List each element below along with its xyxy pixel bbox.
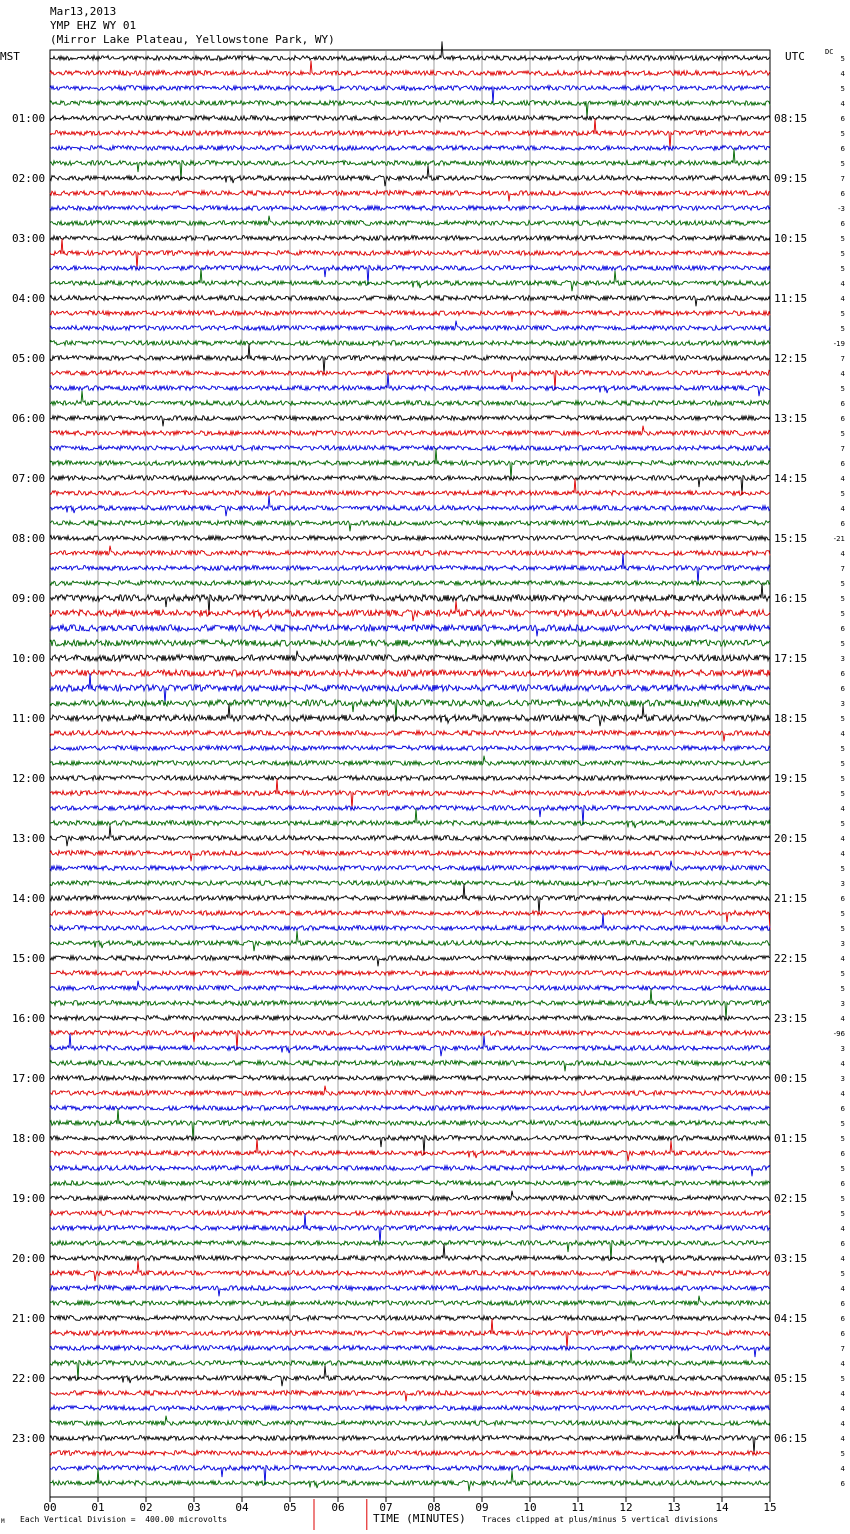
right-hour-label: 08:15: [774, 112, 808, 125]
dc-offset: 6: [840, 625, 845, 633]
chart-date: Mar13,2013: [50, 5, 117, 18]
dc-offset: 6: [840, 220, 845, 228]
trace-13: [50, 239, 770, 270]
dc-offset: 5: [840, 970, 845, 978]
dc-offset: 4: [840, 100, 845, 108]
trace-39: [50, 640, 770, 646]
dc-offset: 4: [840, 835, 845, 843]
x-tick-label: 13: [667, 1501, 681, 1514]
dc-offset: 4: [840, 1015, 845, 1023]
dc-offset: 5: [840, 640, 845, 648]
trace-58: [50, 914, 770, 931]
trace-34: [50, 554, 770, 585]
dc-offset: 5: [840, 1270, 845, 1278]
dc-offset: -19: [833, 340, 845, 348]
left-hour-label: 23:00: [12, 1432, 46, 1445]
dc-offset: 6: [840, 1300, 845, 1308]
trace-18: [50, 321, 770, 331]
left-timezone-label: MST: [0, 50, 20, 63]
dc-offset: 5: [840, 775, 845, 783]
dc-offset: 5: [840, 385, 845, 393]
dc-offset: 6: [840, 400, 845, 408]
scale-note: Each Vertical Division = 400.00 microvolts: [20, 1515, 228, 1524]
x-tick-label: 06: [331, 1501, 345, 1514]
trace-61: [50, 971, 770, 976]
dc-offset: 5: [840, 490, 845, 498]
dc-offset: 5: [840, 580, 845, 588]
dc-offset: 6: [840, 1105, 845, 1113]
dc-offset: 3: [840, 1045, 845, 1053]
dc-offset: 5: [840, 1375, 845, 1383]
trace-50: [50, 806, 770, 825]
trace-69: [50, 1086, 770, 1096]
dc-offset: 4: [840, 475, 845, 483]
right-hour-label: 01:15: [774, 1132, 808, 1145]
dc-offset: 5: [840, 610, 845, 618]
dc-offset: 7: [840, 565, 845, 573]
dc-offset: 5: [840, 430, 845, 438]
trace-70: [50, 1106, 770, 1111]
trace-77: [50, 1211, 770, 1216]
x-tick-label: 10: [523, 1501, 537, 1514]
trace-51: [50, 809, 770, 829]
dc-offset: 4: [840, 280, 845, 288]
trace-4: [50, 116, 770, 122]
dc-offset: 5: [840, 1450, 845, 1458]
x-tick-label: 15: [763, 1501, 777, 1514]
trace-53: [50, 851, 770, 862]
right-timezone-label: UTC: [785, 50, 805, 63]
trace-78: [50, 1214, 770, 1245]
right-hour-label: 20:15: [774, 832, 808, 845]
right-hour-label: 16:15: [774, 592, 808, 605]
trace-74: [50, 1166, 770, 1177]
trace-93: [50, 1451, 770, 1456]
trace-42: [50, 674, 770, 705]
left-hour-label: 06:00: [12, 412, 46, 425]
x-tick-label: 09: [475, 1501, 489, 1514]
dc-offset: 4: [840, 1360, 845, 1368]
clip-note: Traces clipped at plus/minus 5 vertical divisions: [482, 1515, 719, 1524]
trace-64: [50, 1016, 770, 1021]
trace-67: [50, 1061, 770, 1072]
trace-45: [50, 731, 770, 742]
dc-offset: 4: [840, 1465, 845, 1473]
dc-offset: 6: [840, 415, 845, 423]
trace-6: [50, 146, 770, 151]
dc-offset: 6: [840, 1150, 845, 1158]
trace-92: [50, 1424, 770, 1455]
trace-20: [50, 344, 770, 375]
trace-12: [50, 236, 770, 241]
right-hour-label: 11:15: [774, 292, 808, 305]
left-hour-label: 17:00: [12, 1072, 46, 1085]
dc-offset: 4: [840, 550, 845, 558]
left-hour-label: 22:00: [12, 1372, 46, 1385]
dc-offset: 4: [840, 1225, 845, 1233]
left-hour-label: 03:00: [12, 232, 46, 245]
dc-offset: 5: [840, 85, 845, 93]
trace-3: [50, 101, 770, 118]
right-hour-label: 14:15: [774, 472, 808, 485]
trace-25: [50, 426, 770, 436]
trace-84: [50, 1316, 770, 1321]
x-tick-label: 11: [571, 1501, 585, 1514]
trace-82: [50, 1286, 770, 1297]
dc-offset: 5: [840, 595, 845, 603]
x-tick-label: 14: [715, 1501, 729, 1514]
trace-16: [50, 296, 770, 307]
dc-offset: 6: [840, 895, 845, 903]
trace-10: [50, 206, 770, 211]
right-hour-label: 04:15: [774, 1312, 808, 1325]
trace-75: [50, 1181, 770, 1186]
trace-7: [50, 149, 770, 180]
dc-offset: 4: [840, 1390, 845, 1398]
trace-88: [50, 1366, 770, 1387]
left-hour-label: 08:00: [12, 532, 46, 545]
dc-offset: 5: [840, 715, 845, 723]
trace-17: [50, 311, 770, 316]
dc-offset: 5: [840, 160, 845, 168]
trace-0: [50, 41, 770, 60]
dc-offset: 7: [840, 445, 845, 453]
trace-26: [50, 446, 770, 451]
trace-37: [50, 601, 770, 622]
dc-offset: 6: [840, 1480, 845, 1488]
dc-offset: 4: [840, 295, 845, 303]
dc-offset: 4: [840, 1435, 845, 1443]
trace-44: [50, 704, 770, 727]
dc-offset: 4: [840, 1405, 845, 1413]
dc-offset: -3: [838, 205, 845, 213]
trace-1: [50, 61, 770, 76]
trace-29: [50, 479, 770, 496]
right-hour-label: 19:15: [774, 772, 808, 785]
dc-offset: 6: [840, 190, 845, 198]
right-hour-label: 22:15: [774, 952, 808, 965]
dc-offset: 4: [840, 730, 845, 738]
trace-11: [50, 216, 770, 226]
trace-24: [50, 416, 770, 427]
dc-offset: 4: [840, 955, 845, 963]
dc-offset: 5: [840, 130, 845, 138]
trace-68: [50, 1076, 770, 1081]
dc-offset: 3: [840, 655, 845, 663]
dc-offset: 5: [840, 250, 845, 258]
trace-19: [50, 341, 770, 346]
dc-offset: 4: [840, 805, 845, 813]
trace-55: [50, 881, 770, 886]
trace-30: [50, 496, 770, 517]
trace-95: [50, 1469, 770, 1492]
right-hour-label: 05:15: [774, 1372, 808, 1385]
trace-89: [50, 1391, 770, 1402]
x-tick-label: 07: [379, 1501, 393, 1514]
left-hour-label: 10:00: [12, 652, 46, 665]
dc-offset: 5: [840, 1120, 845, 1128]
dc-offset: 6: [840, 670, 845, 678]
dc-offset: 5: [840, 310, 845, 318]
trace-36: [50, 584, 770, 615]
right-hour-label: 15:15: [774, 532, 808, 545]
dc-offset: 3: [840, 1000, 845, 1008]
trace-59: [50, 931, 770, 952]
left-hour-label: 18:00: [12, 1132, 46, 1145]
dc-offset: 5: [840, 265, 845, 273]
right-hour-label: 12:15: [774, 352, 808, 365]
dc-offset: 5: [840, 910, 845, 918]
x-tick-label: 00: [43, 1501, 57, 1514]
dc-offset: 5: [840, 760, 845, 768]
trace-32: [50, 536, 770, 541]
trace-38: [50, 625, 770, 637]
dc-offset: 5: [840, 1195, 845, 1203]
trace-9: [50, 191, 770, 202]
trace-76: [50, 1191, 770, 1201]
trace-15: [50, 269, 770, 292]
right-hour-label: 02:15: [774, 1192, 808, 1205]
dc-offset: 3: [840, 1075, 845, 1083]
left-hour-label: 20:00: [12, 1252, 46, 1265]
left-hour-label: 09:00: [12, 592, 46, 605]
right-hour-label: 10:15: [774, 232, 808, 245]
dc-offset: 4: [840, 1255, 845, 1263]
dc-offset: 5: [840, 325, 845, 333]
dc-offset: 6: [840, 1330, 845, 1338]
trace-90: [50, 1406, 770, 1411]
trace-80: [50, 1244, 770, 1264]
left-hour-label: 21:00: [12, 1312, 46, 1325]
dc-offset: 6: [840, 685, 845, 693]
dc-offset: 6: [840, 1240, 845, 1248]
x-tick-label: 05: [283, 1501, 297, 1514]
left-hour-label: 01:00: [12, 112, 46, 125]
dc-label: DC: [825, 48, 834, 56]
trace-47: [50, 756, 770, 766]
chart-station: YMP EHZ WY 01: [50, 19, 137, 32]
trace-87: [50, 1349, 770, 1380]
trace-35: [50, 581, 770, 586]
trace-91: [50, 1416, 770, 1426]
right-hour-label: 17:15: [774, 652, 808, 665]
dc-offset: 4: [840, 850, 845, 858]
dc-offset: 7: [840, 175, 845, 183]
dc-offset: -21: [833, 535, 845, 543]
dc-offset: -96: [833, 1030, 845, 1038]
dc-offset: 4: [840, 1285, 845, 1293]
dc-offset: 5: [840, 790, 845, 798]
trace-46: [50, 746, 770, 751]
left-hour-label: 15:00: [12, 952, 46, 965]
trace-54: [50, 861, 770, 871]
dc-offset: 7: [840, 355, 845, 363]
trace-73: [50, 1139, 770, 1162]
right-hour-label: 06:15: [774, 1432, 808, 1445]
left-hour-label: 12:00: [12, 772, 46, 785]
dc-offset: 3: [840, 880, 845, 888]
x-tick-label: 04: [235, 1501, 249, 1514]
x-axis-label: TIME (MINUTES): [373, 1512, 466, 1525]
left-hour-label: 13:00: [12, 832, 46, 845]
right-hour-label: 00:15: [774, 1072, 808, 1085]
trace-85: [50, 1319, 770, 1350]
left-hour-label: 02:00: [12, 172, 46, 185]
dc-offset: 4: [840, 505, 845, 513]
trace-66: [50, 1034, 770, 1057]
trace-14: [50, 266, 770, 285]
dc-offset: 3: [840, 700, 845, 708]
trace-52: [50, 826, 770, 847]
x-tick-label: 08: [427, 1501, 441, 1514]
left-hour-label: 14:00: [12, 892, 46, 905]
dc-offset: 5: [840, 865, 845, 873]
trace-33: [50, 546, 770, 556]
trace-62: [50, 981, 770, 991]
dc-offset: 6: [840, 1315, 845, 1323]
x-tick-label: 01: [91, 1501, 105, 1514]
dc-offset: 4: [840, 70, 845, 78]
dc-offset: 6: [840, 1180, 845, 1188]
right-hour-label: 13:15: [774, 412, 808, 425]
right-hour-label: 03:15: [774, 1252, 808, 1265]
trace-8: [50, 166, 770, 187]
dc-offset: 5: [840, 745, 845, 753]
chart-location: (Mirror Lake Plateau, Yellowstone Park, WY): [50, 33, 335, 46]
dc-offset: 4: [840, 1090, 845, 1098]
left-hour-label: 19:00: [12, 1192, 46, 1205]
trace-86: [50, 1346, 770, 1358]
dc-offset: 4: [840, 1060, 845, 1068]
trace-63: [50, 989, 770, 1020]
dc-offset: 5: [840, 925, 845, 933]
dc-offset: 5: [840, 820, 845, 828]
dc-offset: 7: [840, 1345, 845, 1353]
dc-offset: 6: [840, 520, 845, 528]
right-hour-label: 09:15: [774, 172, 808, 185]
x-tick-label: 03: [187, 1501, 201, 1514]
trace-49: [50, 779, 770, 810]
trace-41: [50, 670, 770, 676]
dc-offset: 5: [840, 235, 845, 243]
trace-5: [50, 119, 770, 150]
dc-offset: 5: [840, 1135, 845, 1143]
trace-40: [50, 651, 770, 661]
left-hour-label: 04:00: [12, 292, 46, 305]
left-hour-label: 05:00: [12, 352, 46, 365]
right-hour-label: 18:15: [774, 712, 808, 725]
x-tick-label: 02: [139, 1501, 153, 1514]
trace-27: [50, 449, 770, 480]
dc-offset: 5: [840, 1165, 845, 1173]
dc-offset: 6: [840, 115, 845, 123]
trace-71: [50, 1109, 770, 1140]
trace-56: [50, 884, 770, 915]
left-hour-label: 07:00: [12, 472, 46, 485]
right-hour-label: 21:15: [774, 892, 808, 905]
corner-mark: M: [1, 1518, 5, 1525]
dc-offset: 5: [840, 985, 845, 993]
trace-83: [50, 1296, 770, 1306]
dc-offset: 3: [840, 940, 845, 948]
trace-81: [50, 1261, 770, 1282]
left-hour-label: 16:00: [12, 1012, 46, 1025]
dc-offset: 5: [840, 1210, 845, 1218]
dc-offset: 6: [840, 145, 845, 153]
trace-48: [50, 776, 770, 781]
dc-offset: 4: [840, 370, 845, 378]
x-tick-label: 12: [619, 1501, 633, 1514]
dc-offset: 6: [840, 460, 845, 468]
trace-22: [50, 374, 770, 397]
dc-offset: 4: [840, 1420, 845, 1428]
right-hour-label: 23:15: [774, 1012, 808, 1025]
trace-23: [50, 391, 770, 406]
dc-offset: 5: [840, 55, 845, 63]
trace-60: [50, 956, 770, 967]
left-hour-label: 11:00: [12, 712, 46, 725]
trace-31: [50, 521, 770, 532]
